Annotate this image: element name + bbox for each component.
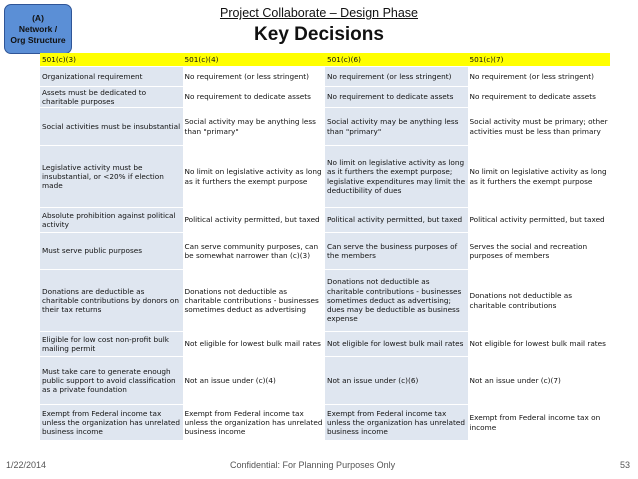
table-cell: Must take care to generate enough public support to avoid classification as a private foundation [40, 357, 183, 405]
table-cell: No requirement to dedicate assets [468, 87, 611, 108]
table-cell: Not an issue under (c)(7) [468, 357, 611, 405]
column-header: 501(c)(3) [40, 53, 183, 67]
table-cell: Organizational requirement [40, 67, 183, 87]
table-cell: Exempt from Federal income tax on income [468, 405, 611, 441]
table-cell: No requirement (or less stringent) [468, 67, 611, 87]
table-cell: No limit on legislative activity as long as it furthers the exempt purpose [468, 146, 611, 208]
table-cell: Donations not deductible as charitable contributions [468, 270, 611, 332]
table-row [40, 405, 610, 441]
column-header: 501(c)(4) [183, 53, 326, 67]
table-header-row [40, 53, 610, 67]
table-cell: No requirement (or less stringent) [325, 67, 468, 87]
badge-label: Org Structure [10, 34, 66, 45]
table-row [40, 87, 610, 108]
table-cell: Not eligible for lowest bulk mail rates [325, 332, 468, 357]
page-subtitle: Project Collaborate – Design Phase [219, 6, 419, 20]
table-cell: Absolute prohibition against political activity [40, 208, 183, 233]
table-row [40, 233, 610, 270]
footer-date: 1/22/2014 [6, 460, 47, 470]
table-cell: No requirement to dedicate assets [183, 87, 326, 108]
column-header: 501(c)(7) [468, 53, 611, 67]
table-cell: No requirement (or less stringent) [183, 67, 326, 87]
table-cell: Donations not deductible as charitable contributions - businesses sometimes deduct as advertising; dues may be deductible as business expense [325, 270, 468, 332]
table-cell: Social activity may be anything less than "primary" [325, 108, 468, 146]
table-cell: Assets must be dedicated to charitable purposes [40, 87, 183, 108]
table-cell: Social activities must be insubstantial [40, 108, 183, 146]
table-row [40, 146, 610, 208]
table-cell: No requirement to dedicate assets [325, 87, 468, 108]
table-cell: Legislative activity must be insubstantial, or <20% if election made [40, 146, 183, 208]
table-cell: Not eligible for lowest bulk mail rates [468, 332, 611, 357]
table-row [40, 208, 610, 233]
table-cell: Social activity must be primary; other activities must be less than primary [468, 108, 611, 146]
table-cell: Political activity permitted, but taxed [468, 208, 611, 233]
table-cell: Exempt from Federal income tax unless the organization has unrelated business income [183, 405, 326, 441]
table-cell: No limit on legislative activity as long as it furthers the exempt purpose; legislative expenditures may limit the deductibility of dues [325, 146, 468, 208]
table-cell: Donations are deductible as charitable contributions by donors on their tax returns [40, 270, 183, 332]
table-row [40, 357, 610, 405]
decisions-table [40, 53, 610, 441]
footer-confidential-note: Confidential: For Planning Purposes Only [230, 460, 396, 470]
table-cell: Exempt from Federal income tax unless the organization has unrelated business income [325, 405, 468, 441]
table-cell: Political activity permitted, but taxed [183, 208, 326, 233]
table-cell: Not an issue under (c)(4) [183, 357, 326, 405]
table-cell: Eligible for low cost non-profit bulk mailing permit [40, 332, 183, 357]
table-cell: Serves the social and recreation purposes of members [468, 233, 611, 270]
table-cell: Must serve public purposes [40, 233, 183, 270]
table-row [40, 108, 610, 146]
badge-label: (A) [32, 12, 44, 23]
table-cell: Social activity may be anything less than "primary" [183, 108, 326, 146]
table-row [40, 67, 610, 87]
table-row [40, 270, 610, 332]
table-cell: Can serve community purposes, can be somewhat narrower than (c)(3) [183, 233, 326, 270]
badge-label: Network / [18, 23, 58, 34]
table-cell: Donations not deductible as charitable contributions - businesses sometimes deduct as advertising [183, 270, 326, 332]
page-title: Key Decisions [254, 24, 384, 45]
table-cell: Exempt from Federal income tax unless the organization has unrelated business income [40, 405, 183, 441]
table-cell: Political activity permitted, but taxed [325, 208, 468, 233]
page-number: 53 [619, 460, 630, 470]
column-header: 501(c)(6) [325, 53, 468, 67]
table-cell: Not eligible for lowest bulk mail rates [183, 332, 326, 357]
table-cell: Can serve the business purposes of the members [325, 233, 468, 270]
table-cell: Not an issue under (c)(6) [325, 357, 468, 405]
table-cell: No limit on legislative activity as long as it furthers the exempt purpose [183, 146, 326, 208]
table-row [40, 332, 610, 357]
